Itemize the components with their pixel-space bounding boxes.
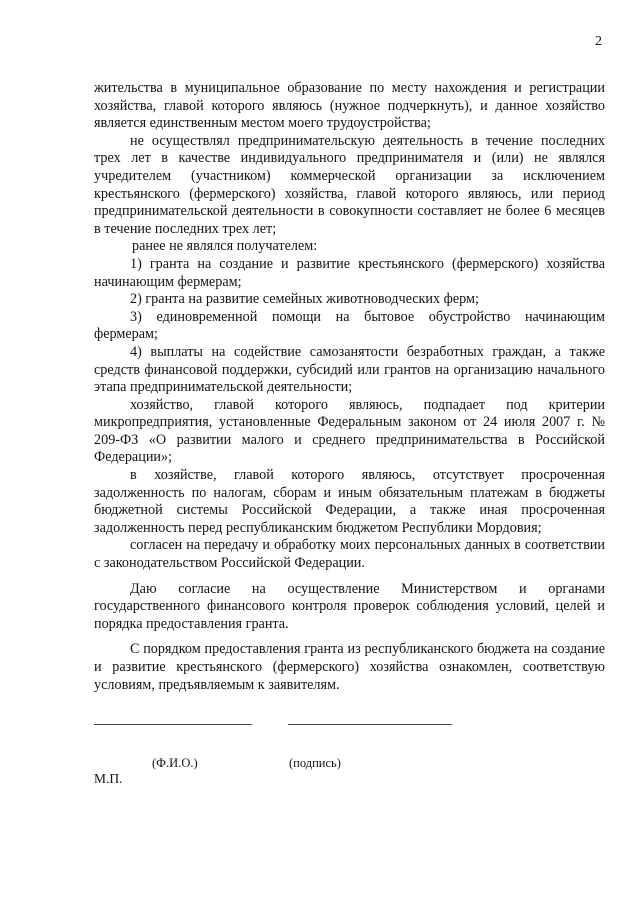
fio-caption: (Ф.И.О.): [152, 756, 198, 770]
signature-line: [288, 724, 452, 725]
paragraph-no-debt: в хозяйстве, главой которого являюсь, отсутствует просроченная задолженность по налогам, сборам и иным обязательным платежам в бюджеты бюджетной системы Российской Федерации, а также иная просроченная задолженность перед республиканским бюджетом Республики Мордовия;: [94, 467, 605, 536]
stamp-placeholder: М.П.: [94, 771, 123, 786]
paragraph-microenterprise: хозяйство, главой которого являюсь, подпадает под критерии микропредприятия, установленные Федеральным законом от 24 июля 2007 г. № 209-ФЗ «О развитии малого и среднего предпринимательства в Российской Федерации»;: [94, 396, 605, 466]
document-body: [94, 80, 605, 694]
paragraph-no-entrepreneurship: не осуществлял предпринимательскую деятельность в течение последних трех лет в качестве индивидуального предпринимателя и (или) не являлся учредителем (участником) коммерческой организации за исключением крестьянского (фермерского) хозяйства, главой которого являюсь, или период предпринимательской деятельности в совокупности составляет не более 6 месяцев в течение последних трех лет;: [94, 132, 605, 237]
list-item-self-employment: 4) выплаты на содействие самозанятости безработных граждан, а также средств финансовой поддержки, субсидий или грантов на организацию начального этапа предпринимательской деятельности;: [94, 343, 605, 396]
signature-caption: (подпись): [289, 756, 341, 770]
list-item-grant-farm: 1) гранта на создание и развитие крестьянского (фермерского) хозяйства начинающим фермерам;: [94, 255, 605, 290]
paragraph-acknowledgement: С порядком предоставления гранта из республиканского бюджета на создание и развитие крестьянского (фермерского) хозяйства ознакомлен, соответствую условиям, предъявляемым к заявителям.: [94, 641, 605, 693]
paragraph-not-recipient: ранее не являлся получателем:: [132, 238, 318, 255]
list-item-grant-livestock: 2) гранта на развитие семейных животноводческих ферм;: [130, 291, 479, 308]
paragraph-residence: жительства в муниципальное образование по месту нахождения и регистрации хозяйства, главой которого являюсь (нужное подчеркнуть), и данное хозяйство является единственным местом моего трудоустройства;: [94, 80, 605, 132]
page-number: 2: [595, 34, 602, 49]
paragraph-personal-data-consent: согласен на передачу и обработку моих персональных данных в соответствии с законодательством Российской Федерации.: [94, 537, 605, 572]
paragraph-inspection-consent: Даю согласие на осуществление Министерством и органами государственного финансового контроля проверок соблюдения условий, целей и порядка предоставления гранта.: [94, 580, 605, 632]
list-item-household-aid: 3) единовременной помощи на бытовое обустройство начинающим фермерам;: [94, 308, 605, 343]
fio-signature-line: [94, 724, 252, 725]
